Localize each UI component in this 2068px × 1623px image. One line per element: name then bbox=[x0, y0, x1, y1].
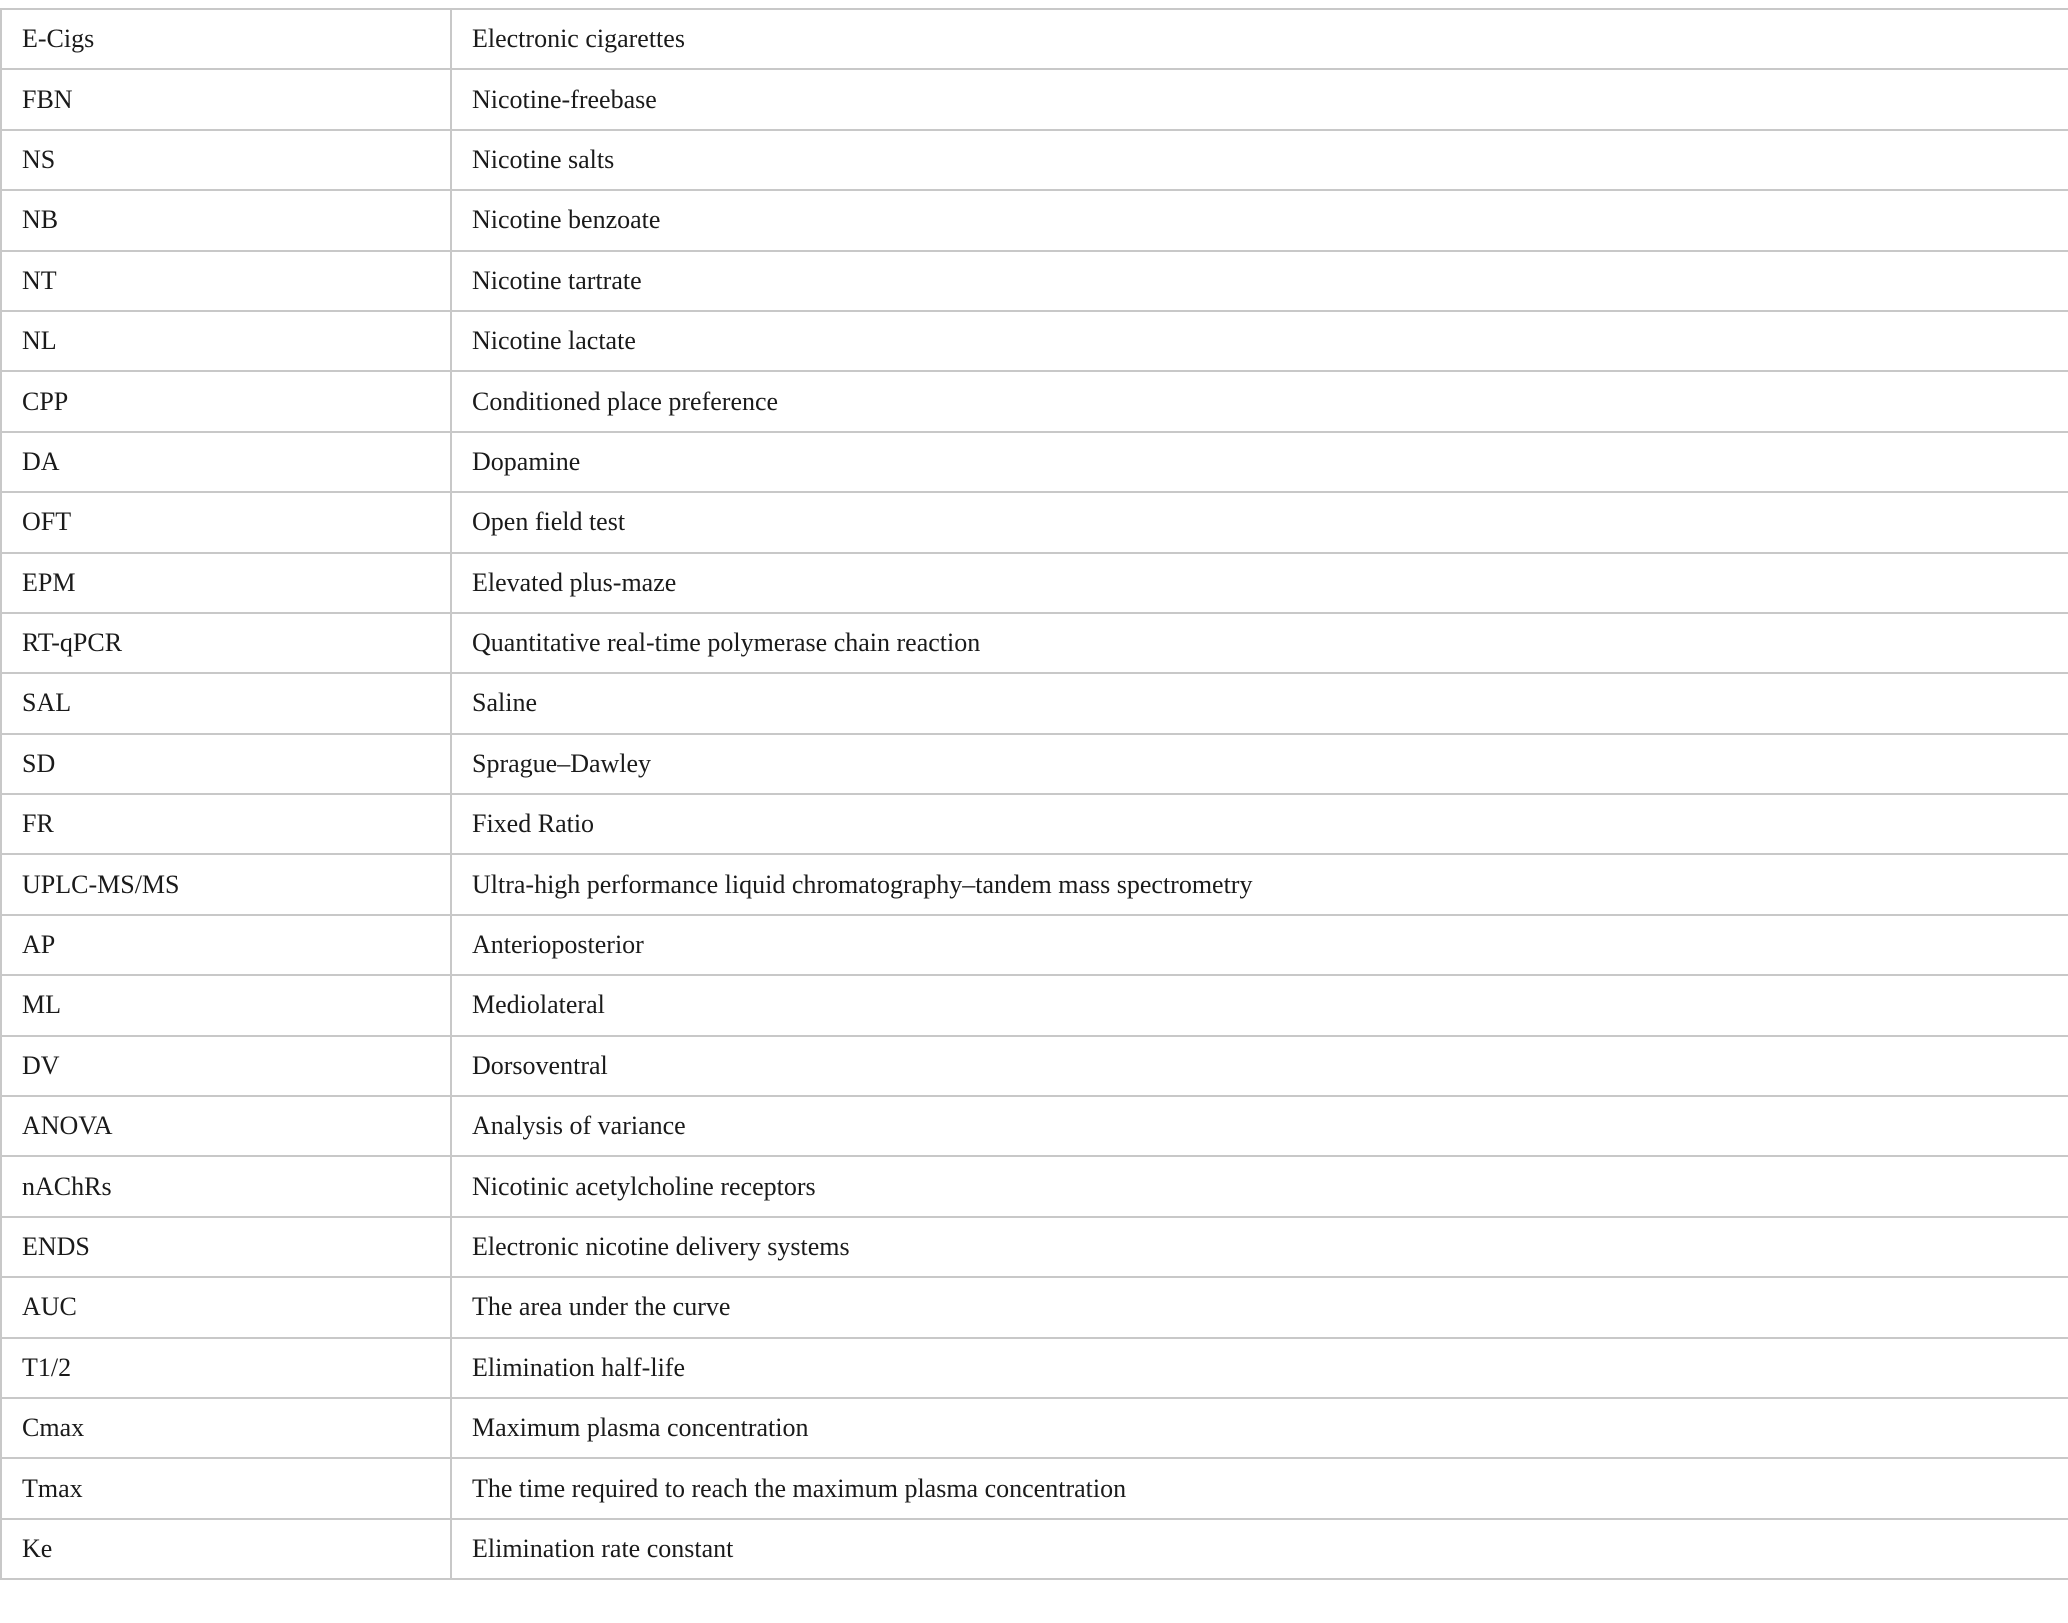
definition-cell: Analysis of variance bbox=[451, 1096, 2068, 1156]
definition-cell: Electronic nicotine delivery systems bbox=[451, 1217, 2068, 1277]
table-row bbox=[1, 673, 2068, 733]
definition-cell: Mediolateral bbox=[451, 975, 2068, 1035]
table-row bbox=[1, 371, 2068, 431]
abbreviation-cell: FR bbox=[1, 794, 451, 854]
abbreviation-cell: ML bbox=[1, 975, 451, 1035]
abbreviation-cell: SAL bbox=[1, 673, 451, 733]
abbreviation-cell: SD bbox=[1, 734, 451, 794]
definition-cell: Nicotine salts bbox=[451, 130, 2068, 190]
table-row bbox=[1, 190, 2068, 250]
definition-cell: Nicotinic acetylcholine receptors bbox=[451, 1156, 2068, 1216]
abbreviation-cell: NB bbox=[1, 190, 451, 250]
abbreviation-cell: AUC bbox=[1, 1277, 451, 1337]
abbreviation-cell: NT bbox=[1, 251, 451, 311]
abbreviation-cell: NS bbox=[1, 130, 451, 190]
table-row bbox=[1, 915, 2068, 975]
definition-cell: Dopamine bbox=[451, 432, 2068, 492]
abbreviation-cell: UPLC-MS/MS bbox=[1, 854, 451, 914]
table-row bbox=[1, 613, 2068, 673]
definition-cell: Elimination half-life bbox=[451, 1338, 2068, 1398]
abbreviation-cell: ENDS bbox=[1, 1217, 451, 1277]
definition-cell: Nicotine lactate bbox=[451, 311, 2068, 371]
definition-cell: Nicotine tartrate bbox=[451, 251, 2068, 311]
abbreviation-cell: CPP bbox=[1, 371, 451, 431]
definition-cell: The area under the curve bbox=[451, 1277, 2068, 1337]
table-row bbox=[1, 1156, 2068, 1216]
table-row bbox=[1, 130, 2068, 190]
table-row bbox=[1, 9, 2068, 69]
definition-cell: Sprague–Dawley bbox=[451, 734, 2068, 794]
table-row bbox=[1, 1458, 2068, 1518]
table-row bbox=[1, 1519, 2068, 1579]
table-row bbox=[1, 1338, 2068, 1398]
abbreviation-cell: OFT bbox=[1, 492, 451, 552]
table-row bbox=[1, 1398, 2068, 1458]
definition-cell: Nicotine-freebase bbox=[451, 69, 2068, 129]
abbreviation-cell: AP bbox=[1, 915, 451, 975]
definition-cell: The time required to reach the maximum plasma concentration bbox=[451, 1458, 2068, 1518]
definition-cell: Conditioned place preference bbox=[451, 371, 2068, 431]
definition-cell: Saline bbox=[451, 673, 2068, 733]
abbreviation-cell: Tmax bbox=[1, 1458, 451, 1518]
abbreviation-cell: T1/2 bbox=[1, 1338, 451, 1398]
definition-cell: Ultra-high performance liquid chromatography–tandem mass spectrometry bbox=[451, 854, 2068, 914]
table-row bbox=[1, 1096, 2068, 1156]
abbreviation-cell: Ke bbox=[1, 1519, 451, 1579]
table-row bbox=[1, 794, 2068, 854]
definition-cell: Fixed Ratio bbox=[451, 794, 2068, 854]
abbreviations-table-body bbox=[1, 9, 2068, 1579]
abbreviations-table bbox=[0, 8, 2068, 1580]
definition-cell: Elimination rate constant bbox=[451, 1519, 2068, 1579]
abbreviation-cell: nAChRs bbox=[1, 1156, 451, 1216]
table-row bbox=[1, 251, 2068, 311]
table-row bbox=[1, 1217, 2068, 1277]
definition-cell: Maximum plasma concentration bbox=[451, 1398, 2068, 1458]
table-row bbox=[1, 492, 2068, 552]
table-row bbox=[1, 734, 2068, 794]
definition-cell: Quantitative real-time polymerase chain reaction bbox=[451, 613, 2068, 673]
table-row bbox=[1, 553, 2068, 613]
abbreviation-cell: NL bbox=[1, 311, 451, 371]
abbreviation-cell: FBN bbox=[1, 69, 451, 129]
abbreviation-cell: EPM bbox=[1, 553, 451, 613]
definition-cell: Elevated plus-maze bbox=[451, 553, 2068, 613]
abbreviation-cell: DV bbox=[1, 1036, 451, 1096]
abbreviation-cell: DA bbox=[1, 432, 451, 492]
abbreviation-cell: RT-qPCR bbox=[1, 613, 451, 673]
definition-cell: Open field test bbox=[451, 492, 2068, 552]
table-row bbox=[1, 432, 2068, 492]
abbreviation-cell: E-Cigs bbox=[1, 9, 451, 69]
definition-cell: Anterioposterior bbox=[451, 915, 2068, 975]
definition-cell: Dorsoventral bbox=[451, 1036, 2068, 1096]
table-row bbox=[1, 1036, 2068, 1096]
table-row bbox=[1, 854, 2068, 914]
definition-cell: Electronic cigarettes bbox=[451, 9, 2068, 69]
table-row bbox=[1, 975, 2068, 1035]
definition-cell: Nicotine benzoate bbox=[451, 190, 2068, 250]
table-row bbox=[1, 311, 2068, 371]
abbreviation-cell: ANOVA bbox=[1, 1096, 451, 1156]
table-row bbox=[1, 1277, 2068, 1337]
abbreviation-cell: Cmax bbox=[1, 1398, 451, 1458]
table-row bbox=[1, 69, 2068, 129]
